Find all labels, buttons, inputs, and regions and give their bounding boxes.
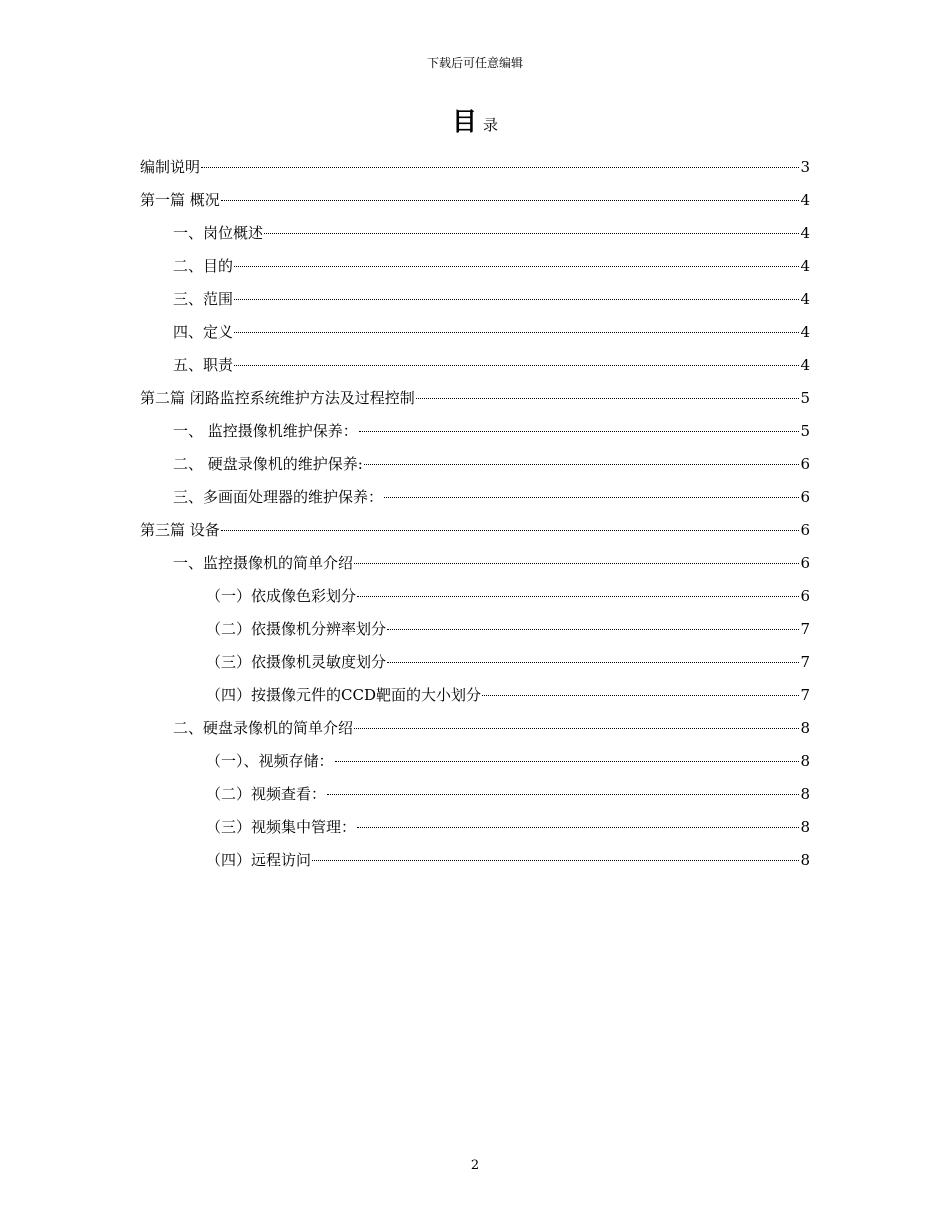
toc-entry-label: （三）视频集中管理： — [206, 818, 357, 836]
toc-title-sub: 录 — [483, 116, 499, 134]
toc-entry-label: 第二篇 闭路监控系统维护方法及过程控制 — [140, 389, 415, 407]
toc-title — [0, 102, 950, 138]
toc-dot-leader — [335, 761, 800, 762]
toc-entry[interactable] — [140, 419, 810, 452]
toc-entry[interactable] — [140, 452, 810, 485]
toc-title-main: 目 — [451, 107, 477, 136]
toc-entry[interactable] — [140, 584, 810, 617]
toc-entry-page: 5 — [800, 422, 810, 440]
toc-entry-page: 6 — [800, 455, 810, 473]
toc-entry-page: 7 — [800, 620, 810, 638]
toc-entry-label: 五、职责 — [173, 356, 234, 374]
toc-entry-page: 6 — [800, 521, 810, 539]
toc-entry-page: 6 — [800, 488, 810, 506]
toc-entry-label: 三、多画面处理器的维护保养： — [173, 488, 384, 506]
toc-entry-label: （一）、视频存储： — [206, 752, 334, 770]
toc-entry-page: 6 — [800, 554, 810, 572]
toc-entry-page: 8 — [800, 851, 810, 869]
footer-page-number: 2 — [470, 1158, 480, 1173]
toc-entry-label: 二、 硬盘录像机的维护保养: — [173, 455, 363, 473]
toc-entry-label: （四）按摄像元件的CCD靶面的大小划分 — [206, 686, 481, 704]
toc-entry-page: 8 — [800, 785, 810, 803]
toc-dot-leader — [234, 299, 799, 300]
toc-dot-leader — [327, 794, 799, 795]
toc-entry[interactable] — [140, 617, 810, 650]
toc-dot-leader — [364, 464, 800, 465]
toc-entry-page: 5 — [800, 389, 810, 407]
toc-entry-label: 一、监控摄像机的简单介绍 — [173, 554, 354, 572]
toc-entry[interactable] — [140, 386, 810, 419]
toc-entry[interactable] — [140, 287, 810, 320]
toc-entry[interactable] — [140, 353, 810, 386]
toc-dot-leader — [312, 860, 799, 861]
toc-entry-label: 一、岗位概述 — [173, 224, 264, 242]
toc-entry[interactable] — [140, 650, 810, 683]
toc-entry[interactable] — [140, 782, 810, 815]
toc-entry[interactable] — [140, 188, 810, 221]
toc-entry-page: 4 — [800, 356, 810, 374]
toc-entry[interactable] — [140, 848, 810, 881]
toc-dot-leader — [354, 728, 799, 729]
toc-dot-leader — [354, 563, 799, 564]
toc-dot-leader — [264, 233, 799, 234]
toc-dot-leader — [234, 266, 799, 267]
table-of-contents — [140, 155, 810, 881]
toc-entry[interactable] — [140, 716, 810, 749]
toc-entry-label: （一）依成像色彩划分 — [206, 587, 357, 605]
toc-entry-page: 8 — [800, 752, 810, 770]
toc-entry-label: 三、范围 — [173, 290, 234, 308]
toc-entry-page: 4 — [800, 257, 810, 275]
toc-entry[interactable] — [140, 815, 810, 848]
toc-entry-label: 二、目的 — [173, 257, 234, 275]
toc-entry-label: 一、 监控摄像机维护保养： — [173, 422, 358, 440]
toc-entry[interactable] — [140, 518, 810, 551]
toc-entry-page: 8 — [800, 818, 810, 836]
toc-dot-leader — [357, 827, 799, 828]
toc-entry-label: （四）远程访问 — [206, 851, 312, 869]
toc-entry-page: 4 — [800, 191, 810, 209]
toc-entry-label: 二、硬盘录像机的简单介绍 — [173, 719, 354, 737]
toc-entry[interactable] — [140, 551, 810, 584]
toc-entry-label: 四、定义 — [173, 323, 234, 341]
toc-entry[interactable] — [140, 749, 810, 782]
toc-entry[interactable] — [140, 221, 810, 254]
toc-entry-label: 第一篇 概况 — [140, 191, 220, 209]
toc-dot-leader — [387, 629, 799, 630]
toc-entry-page: 4 — [800, 323, 810, 341]
toc-dot-leader — [201, 167, 799, 168]
toc-entry-page: 7 — [800, 686, 810, 704]
toc-entry[interactable] — [140, 683, 810, 716]
toc-dot-leader — [357, 596, 799, 597]
toc-dot-leader — [359, 431, 800, 432]
toc-entry-page: 4 — [800, 224, 810, 242]
toc-entry-label: （二）依摄像机分辨率划分 — [206, 620, 387, 638]
toc-entry-page: 3 — [800, 158, 810, 176]
toc-entry-label: 编制说明 — [140, 158, 201, 176]
toc-dot-leader — [482, 695, 799, 696]
toc-entry[interactable] — [140, 254, 810, 287]
toc-dot-leader — [234, 332, 799, 333]
toc-dot-leader — [234, 365, 799, 366]
toc-dot-leader — [221, 200, 800, 201]
toc-entry-label: （三）依摄像机灵敏度划分 — [206, 653, 387, 671]
toc-dot-leader — [221, 530, 800, 531]
toc-entry[interactable] — [140, 485, 810, 518]
toc-dot-leader — [384, 497, 799, 498]
toc-entry-page: 8 — [800, 719, 810, 737]
toc-dot-leader — [416, 398, 800, 399]
toc-entry-page: 4 — [800, 290, 810, 308]
toc-entry[interactable] — [140, 155, 810, 188]
header-note: 下载后可任意编辑 — [426, 56, 523, 70]
toc-entry-page: 6 — [800, 587, 810, 605]
toc-entry-page: 7 — [800, 653, 810, 671]
toc-dot-leader — [387, 662, 799, 663]
toc-entry-label: （二）视频查看： — [206, 785, 327, 803]
toc-entry-label: 第三篇 设备 — [140, 521, 220, 539]
toc-entry[interactable] — [140, 320, 810, 353]
